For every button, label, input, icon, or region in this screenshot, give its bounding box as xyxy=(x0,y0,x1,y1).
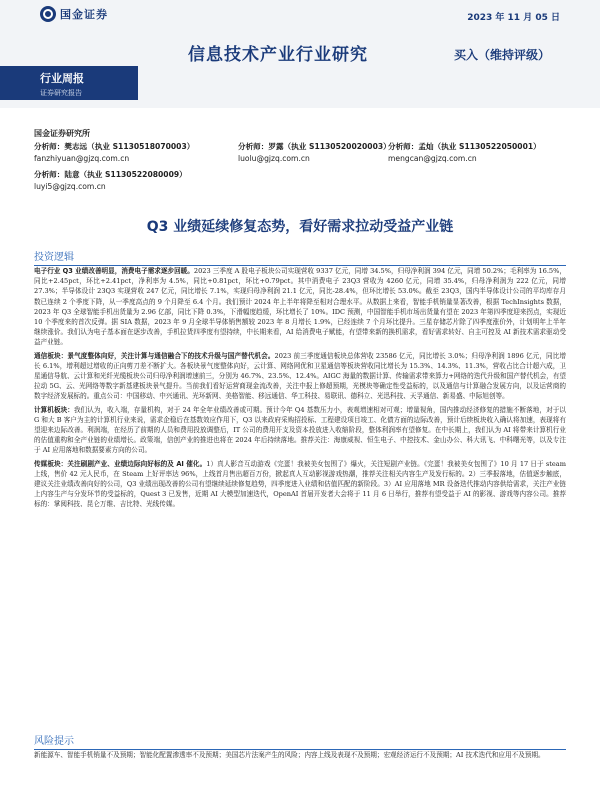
paragraph-text: 1）真人影音互动游戏《完蛋！我被美女包围了》爆火，关注短剧产业链。《完蛋！我被美女包围了》10 月 17 日于 steam 上线，售价 42 元人民币，在 Steam 上好评率达 96%，上线首月售出超百万份，掀起真人互动影视游戏热潮，推荐关注相关内容生产及发行标的。2）三季报落地，估值逐步触底，建议关注业绩改善向好的公司，Q3 业绩出现改善的公司有望继续延续修复趋势，四季度进入业绩和估值匹配的新阶段。3）AI 应用落地 MR 设备迭代推动内容供给需求，关注产业链上内容生产与分发环节的受益标的，Quest 3 已发售，近期 AI 大模型加速迭代，OpenAI 首届开发者大会将于 11 月 6 日举行，推荐有望受益于 AI 的影视、游戏等内容公司。推荐标的：掌阅科技、昆仑万维、吉比特、光线传媒。 xyxy=(34,459,566,509)
paragraph-text: 我们认为，收入端，存量机构，对于 24 年全年业绩改善或可期。预计今年 Q4 基数压力小，表观增速相对可观；增量视角，国内推动经济修复的措施不断落地，对于以 G 和大 B 客户为主的计算机行业来说，需求企稳后在基数效应作用下，Q3 以来政府采购招投标、工程建设项目竣工、化债方面的边际改善，预计后续板块收入确认将加速，表现将有望迎来边际改善。利润端，在经历了前期的人员和费用投放调整后，IT 公司的费用开支及资本投放进入收缩阶段，整体利润率有望修复。在中长期上，我们认为 AI 将带来计算机行业的估值重构和全产业链的业绩增长。政策端，信创产业的推进也将在 2024 年后持续落地。推荐关注：海康威视、恒生电子、中控技术、金山办公、科大讯飞、中科曙光等，以及专注于 AI 应用落地和数据要素方向的公司。 xyxy=(34,405,566,455)
logo-mark-icon xyxy=(40,6,56,22)
paragraph-text: 2023 前三季度通信板块总体营收 23586 亿元，同比增长 3.0%；归母净利润 1896 亿元，同比增长 6.1%，增利超过增收的正向剪刀差不断扩大。各板块景气度整体向好，云计算、网络网优和卫星通信等板块营收同比增长为 15.3%、14.3%、11.3%，营收占比合计超六成，卫星通信导航、云计算和光纤光缆板块公司归母净利润增速前三，分别为 46.7%、23.5%、12.4%。AIGC 海量的数据计算、传输需求带来算力+网络的迭代升级和国产替代机会，有望拉动 5G、云、光网络等数字新基建板块景气提升。当前我们看好运营商现金流改善，关注中报上修超预期，光模块等确定性受益标的，以及通信与计算融合发展方向，以及运营商的数字经济发展标的。重点公司：中国移动、中兴通讯、光环新网、美格智能、移远通信、华工科技、易联讯、德科立、光迅科技、天孚通信、新易盛、中际旭创等。 xyxy=(34,351,567,401)
analyst-email[interactable]: fanzhiyuan@gjzq.com.cn xyxy=(34,154,130,163)
analyst-label: 分析师：罗露（执业 S1130520020003） xyxy=(238,142,391,151)
analyst-email-row xyxy=(34,181,574,193)
risk-text: 新能源车、智能手机销量不及预期；智能化配置渗透率不及预期；美国芯片法案产生的风险；内容上线及表现不及预期；宏观经济运行不及预期；AI 技术迭代和应用不及预期。 xyxy=(34,751,545,759)
analyst-email[interactable]: luyi5@gjzq.com.cn xyxy=(34,182,106,191)
main-title: Q3 业绩延续修复态势，看好需求拉动受益产业链 xyxy=(146,219,454,235)
paragraph xyxy=(34,351,566,402)
paragraph-lead: 通信板块：景气度整体向好，关注计算与通信融合下的技术升级与国产替代机会。 xyxy=(34,351,275,360)
section-heading-logic: 投资逻辑 xyxy=(34,248,566,266)
brand-logo xyxy=(40,6,108,22)
org-name: 国金证券研究所 xyxy=(34,129,90,138)
paragraph xyxy=(34,459,566,510)
paragraph-text: 2023 三季度 A 股电子板块公司实现营收 9337 亿元，同增 34.5%，归母净利润 394 亿元，同增 50.2%；毛利率为 16.5%，同比+2.45pct，环比+2.41pct，净利率为 4.5%，同比+0.81pct，环比+0.79pct。其中消费电子 23Q3 营收为 4260 亿元，同增 35.4%，归母净利润为 222 亿元，同增 27.3%；半导体设计 23Q3 实现营收 247 亿元，同比增长 7.1%，实现归母净利润 21.1 亿元，同比-28.4%，但环比增长 53.0%。截至 23Q3，国内半导体设计公司的平均库存月数已连续 2 个季度下降，从一季度高点的 9 个月降至 6.4 个月。我们预计 2024 年上半年将降至相对合理水平。从数据上来看，智能手机销量显著改善，根据 TechInsights 数据，2023 年 Q3 全球智能手机出货量为 2.96 亿部，同比下降 0.3%，下滑幅度趋缓，环比增长了 10%。IDC 预测，中国智能手机市场出货量有望在 2023 年第四季度迎来拐点，实现近 10 个季度来的首次反弹。据 SIA 数据，2023 年 9 月全球半导体销售额较 2023 年 8 月增长 1.9%，已经连续 7 个月环比提升。三星存储芯片除了四季度涨价外，计划明年上半年继续涨价。我们认为电子基本面在逐步改善，手机拉货四季度有望持续，中长期来看，AI 给消费电子赋能，有望带来新的换机需求，看好需求转好、自主可控及 AI 新技术需求驱动受益产业链。 xyxy=(34,267,566,347)
analyst-email[interactable]: luolu@gjzq.com.cn xyxy=(238,154,310,163)
rating-badge: 买入（维持评级） xyxy=(453,48,550,62)
paragraph xyxy=(34,266,566,348)
analyst-label: 分析师：孟灿（执业 S1130522050001） xyxy=(388,142,541,151)
department-label: 证券研究报告 xyxy=(40,89,82,97)
analyst-row xyxy=(34,141,574,153)
analyst-row xyxy=(34,169,574,181)
analyst-email-row xyxy=(34,153,574,165)
paragraph-lead: 计算机板块： xyxy=(34,405,74,414)
analyst-block xyxy=(34,141,574,193)
analyst-email[interactable]: mengcan@gjzq.com.cn xyxy=(388,154,477,163)
body-text xyxy=(34,266,566,513)
report-title: 信息技术产业行业研究 xyxy=(188,45,368,65)
section-heading-risk: 风险提示 xyxy=(34,732,566,750)
paragraph-lead: 电子行业 Q3 业绩改善明显，消费电子需求逐步回暖。 xyxy=(34,267,194,275)
analyst-label: 分析师：樊志远（执业 S1130518070003） xyxy=(34,142,195,151)
paragraph xyxy=(34,405,566,456)
logo-text: 国金证券 xyxy=(60,8,108,21)
paragraph-lead: 传媒板块：关注刷剧产业、业绩边际向好标的及 AI 催化。 xyxy=(34,459,207,468)
analyst-label: 分析师：陆意（执业 S1130522080009） xyxy=(34,170,187,179)
report-date: 2023 年 11 月 05 日 xyxy=(467,13,560,23)
report-type: 行业周报 xyxy=(40,72,84,85)
